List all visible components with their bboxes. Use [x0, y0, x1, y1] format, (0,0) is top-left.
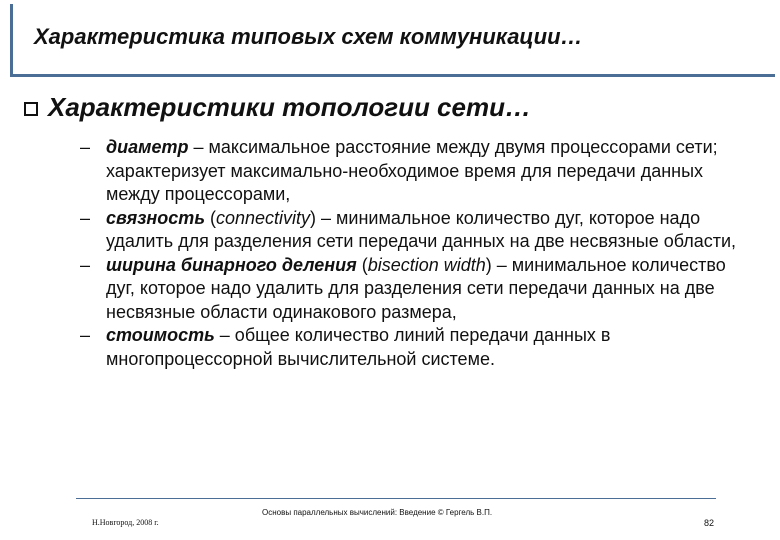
definition-text: – общее количество линий передачи данных в многопроцессорной вычислительной системе. [106, 325, 611, 369]
list-item [80, 324, 740, 371]
definition-text: ) – минимальное количество дуг, которое надо удалить для разделения сети передачи данных на две несвязные области одинакового размера, [106, 254, 726, 322]
dash-bullet: – [80, 137, 91, 157]
section-heading-row [24, 92, 531, 123]
term-connectivity: связность [106, 207, 205, 228]
slide-title: Характеристика типовых схем коммуникации… [34, 24, 583, 49]
definition-text: ) – минимальное количество дуг, которое надо удалить для разделения сети передачи данных на две несвязные области, [106, 207, 737, 251]
paren-open: ( [356, 254, 368, 275]
definition-text: – максимальное расстояние между двумя процессорами сети; характеризует максимально-необходимое время для передачи данных между процессорами, [106, 137, 718, 204]
footer-divider [76, 498, 716, 499]
list-item [80, 254, 740, 325]
term-bisection-width: ширина бинарного деления [106, 254, 357, 275]
dash-bullet: – [80, 325, 91, 345]
section-heading: Характеристики топологии сети… [48, 92, 531, 122]
dash-bullet: – [80, 207, 91, 228]
term-cost: стоимость [106, 325, 215, 345]
checkbox-square-icon [24, 102, 38, 116]
footer-location-date: Н.Новгород, 2008 г. [92, 518, 159, 527]
list-item [80, 207, 740, 254]
english-term: bisection width [367, 254, 486, 275]
dash-bullet: – [80, 254, 91, 275]
term-diameter: диаметр [106, 137, 189, 157]
footer-course-credit: Основы параллельных вычислений: Введение © Гергель В.П. [262, 508, 493, 517]
english-term: connectivity [216, 207, 311, 228]
paren-open: ( [205, 207, 216, 228]
list-item [80, 136, 740, 207]
definition-list [80, 136, 740, 371]
page-number: 82 [704, 518, 715, 528]
